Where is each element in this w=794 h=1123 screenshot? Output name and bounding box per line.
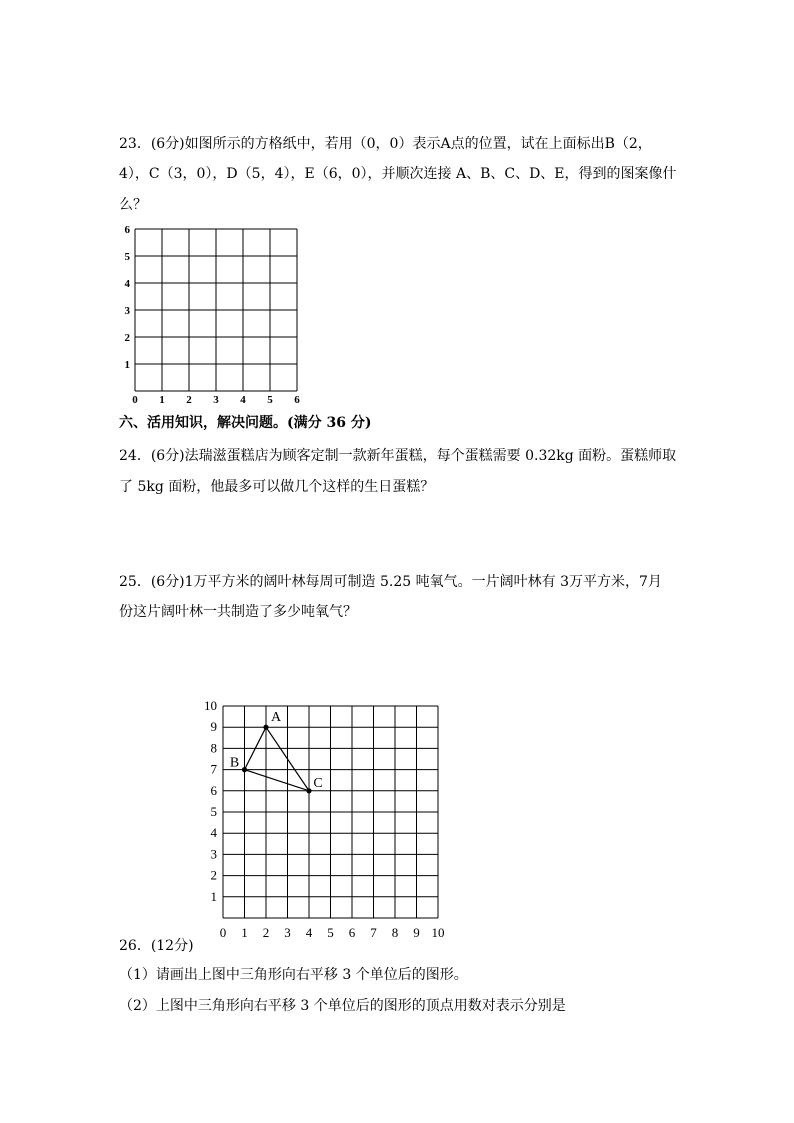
vertex-label-b: B xyxy=(229,755,240,771)
y-tick-label: 9 xyxy=(210,719,217,735)
y-tick-label: 5 xyxy=(124,251,130,263)
x-tick-label: 7 xyxy=(370,925,377,940)
x-tick-label: 0 xyxy=(132,394,138,406)
x-tick-label: 1 xyxy=(241,925,248,940)
x-tick-label: 4 xyxy=(240,394,246,406)
q23-line-2: 4），C（3，0），D（5，4），E（6，0），并顺次连接 A、B、C、D、E，得到的图案像什 xyxy=(119,166,677,182)
x-tick-label: 3 xyxy=(284,925,291,940)
x-tick-label: 3 xyxy=(213,394,219,406)
q25-line-2: 份这片阔叶林一共制造了多少吨氧气？ xyxy=(119,604,357,620)
y-tick-label: 10 xyxy=(204,698,217,713)
y-tick-label: 3 xyxy=(210,846,217,862)
x-tick-label: 4 xyxy=(305,925,313,940)
vertex-label-a: A xyxy=(270,710,282,726)
x-tick-label: 10 xyxy=(431,925,445,940)
q23-coordinate-grid xyxy=(110,222,310,412)
y-tick-label: 2 xyxy=(124,332,130,344)
q26-title: 26．(12分) xyxy=(119,938,194,954)
vertex-point-c xyxy=(306,788,311,793)
y-tick-label: 2 xyxy=(210,867,217,883)
q26-coordinate-grid xyxy=(195,696,455,946)
q24-line-1: 24．(6分)法瑞滋蛋糕店为顾客定制一款新年蛋糕，每个蛋糕需要 0.32kg 面粉。蛋糕师取 xyxy=(119,448,677,464)
vertex-point-b xyxy=(242,767,247,772)
x-tick-label: 2 xyxy=(262,925,270,940)
x-tick-label: 9 xyxy=(413,925,420,940)
q23-line-1: 23．(6分)如图所示的方格纸中，若用（0，0）表示A点的位置，试在上面标出B（2， xyxy=(119,136,652,152)
y-tick-label: 5 xyxy=(210,804,217,819)
y-tick-label: 1 xyxy=(124,359,130,371)
q26-part-2: （2）上图中三角形向右平移 3 个单位后的图形的顶点用数对表示分别是 xyxy=(119,998,566,1014)
vertex-point-a xyxy=(263,725,268,730)
x-tick-label: 6 xyxy=(294,394,300,406)
y-tick-label: 4 xyxy=(210,825,217,841)
y-tick-label: 7 xyxy=(210,761,217,777)
q24-line-2: 了 5kg 面粉，他最多可以做几个这样的生日蛋糕？ xyxy=(119,479,435,495)
x-tick-label: 6 xyxy=(348,925,356,940)
x-tick-label: 5 xyxy=(267,394,273,406)
x-tick-label: 5 xyxy=(327,925,334,940)
x-tick-label: 8 xyxy=(391,925,399,940)
y-tick-label: 4 xyxy=(124,278,130,290)
section-six-heading: 六、活用知识，解决问题。(满分 36 分) xyxy=(119,415,372,431)
triangle-abc xyxy=(245,727,310,791)
vertex-label-c: C xyxy=(313,775,323,791)
y-tick-label: 1 xyxy=(210,888,217,904)
y-tick-label: 6 xyxy=(124,224,130,236)
x-tick-label: 1 xyxy=(159,394,165,406)
q23-line-3: 么？ xyxy=(119,197,147,213)
y-tick-label: 8 xyxy=(210,740,217,756)
q26-part-1: （1）请画出上图中三角形向右平移 3 个单位后的图形。 xyxy=(119,967,468,983)
x-tick-label: 2 xyxy=(186,394,192,406)
q25-line-1: 25．(6分)1万平方米的阔叶林每周可制造 5.25 吨氧气。一片阔叶林有 3万平方米，7月 xyxy=(119,574,662,590)
y-tick-label: 6 xyxy=(210,782,217,798)
x-tick-label: 0 xyxy=(219,925,227,940)
y-tick-label: 3 xyxy=(124,305,130,317)
